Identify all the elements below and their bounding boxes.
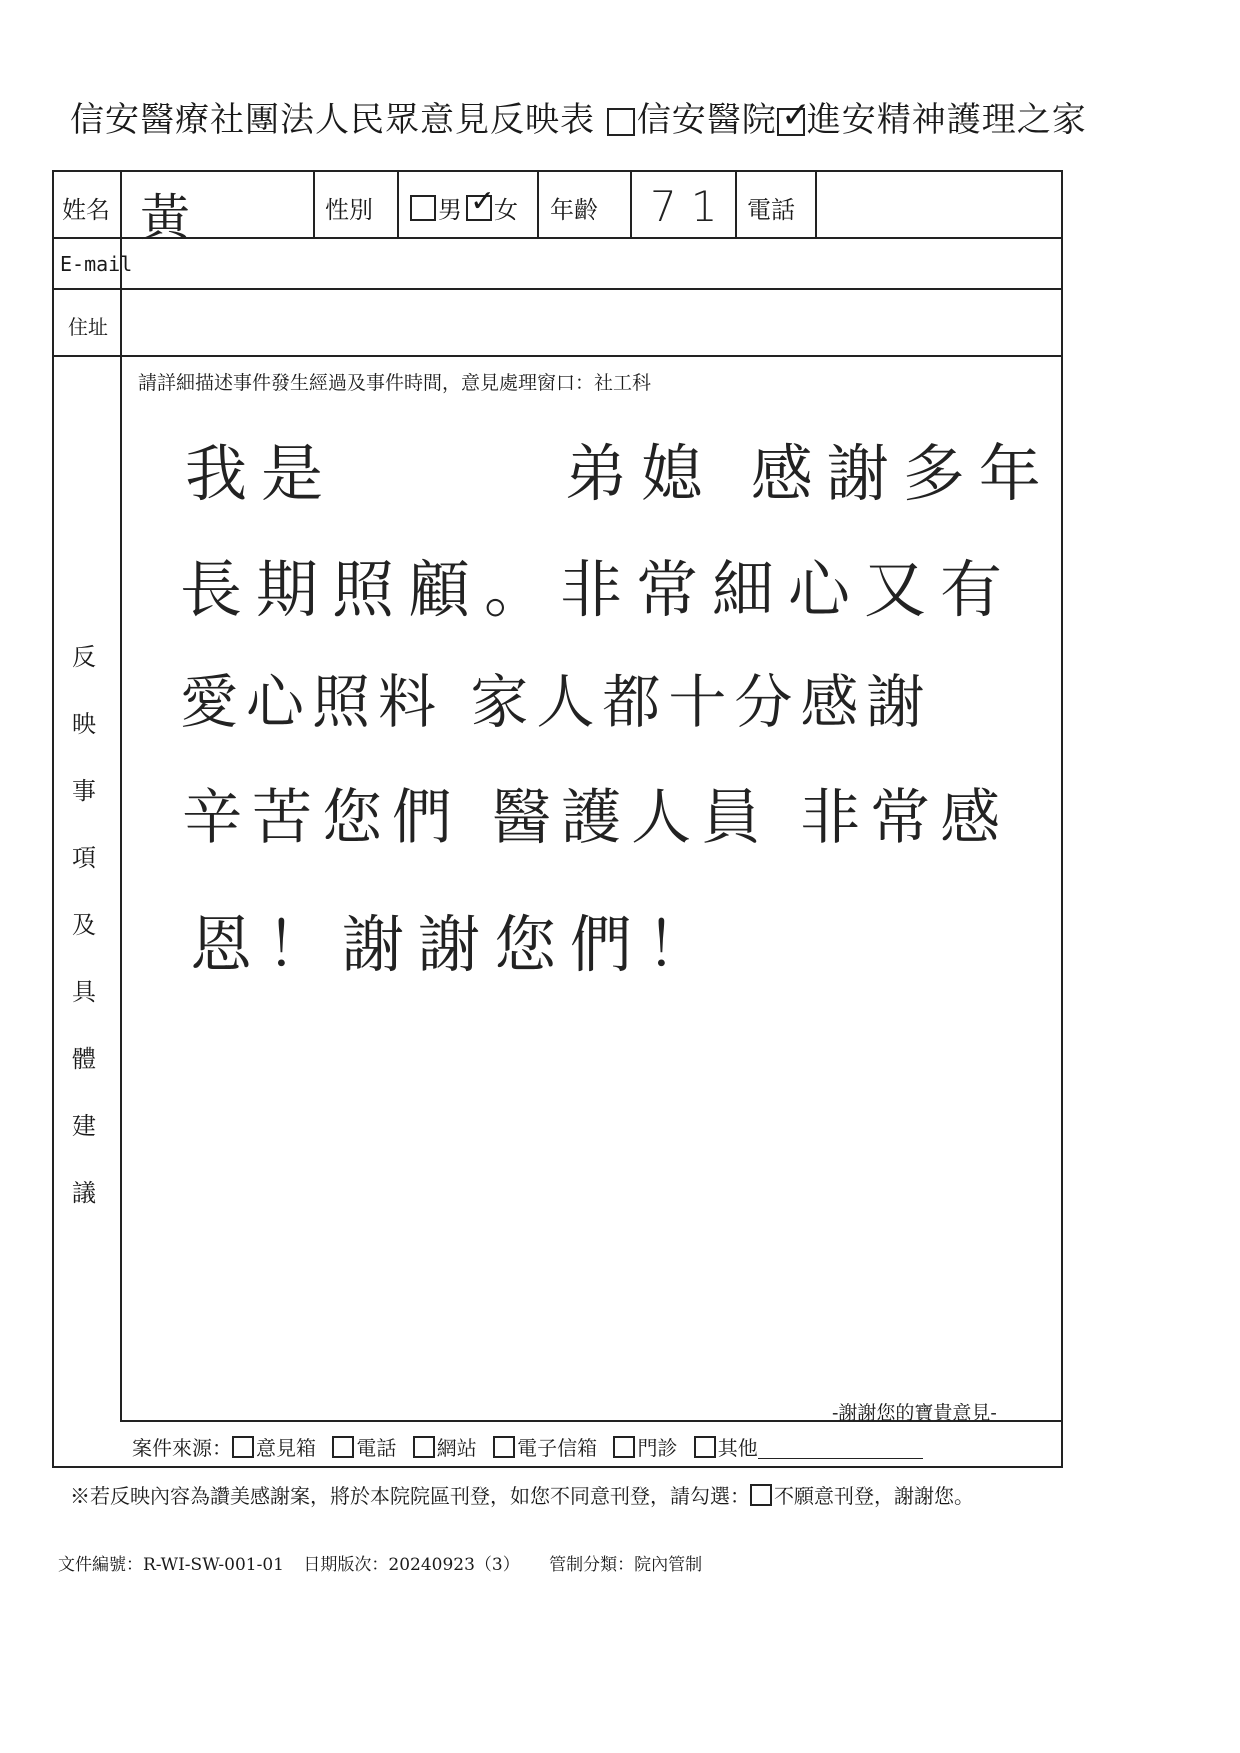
control-label: 管制分類：: [549, 1555, 635, 1575]
address-label: 住址: [68, 315, 108, 339]
case-source-label: 案件來源：: [132, 1436, 232, 1460]
age-label: 年齡: [550, 196, 598, 224]
age-value[interactable]: 71: [650, 182, 732, 231]
side-char: 及: [72, 911, 96, 939]
source-checkbox-phone[interactable]: [332, 1436, 354, 1458]
source-option: 電話: [356, 1436, 397, 1460]
source-checkbox-email[interactable]: [493, 1436, 515, 1458]
source-option: 其他: [717, 1436, 758, 1460]
source-checkbox-website[interactable]: [413, 1436, 435, 1458]
no-publish-label: 不願意刊登: [774, 1484, 874, 1508]
female-checkbox[interactable]: [466, 184, 496, 221]
nursing-home-option-label: 進安精神護理之家: [806, 100, 1087, 140]
source-option: 意見箱: [256, 1436, 316, 1460]
no-publish-checkbox[interactable]: [750, 1484, 772, 1506]
male-checkbox[interactable]: [410, 195, 436, 221]
check-mark-icon: ✓: [470, 184, 496, 219]
source-checkbox-clinic[interactable]: [613, 1436, 635, 1458]
side-char: 體: [72, 1045, 96, 1073]
document-info: [58, 1550, 702, 1575]
gender-options: [410, 184, 518, 225]
male-label: 男: [438, 196, 462, 224]
form-title: 信安醫療社團法人民眾意見反映表: [70, 100, 595, 140]
side-char: 反: [72, 643, 96, 671]
source-checkbox-other[interactable]: [694, 1436, 716, 1458]
source-option: 電子信箱: [517, 1436, 598, 1460]
side-char: 具: [72, 978, 96, 1006]
nursing-home-checkbox[interactable]: [777, 95, 812, 136]
source-checkbox-suggestion-box[interactable]: [232, 1436, 254, 1458]
side-char: 議: [72, 1179, 96, 1207]
name-label: 姓名: [62, 196, 110, 224]
handwritten-line: 愛心照料 家人都十分感謝: [180, 668, 933, 736]
check-mark-icon: ✓: [780, 95, 812, 136]
control-class: 院內管制: [634, 1555, 703, 1575]
doc-no: R-WI-SW-001-01: [143, 1555, 284, 1575]
thanks-footer: -謝謝您的寶貴意見-: [832, 1402, 997, 1424]
hospital-checkbox[interactable]: [607, 108, 635, 136]
email-label: E-mail: [60, 252, 133, 276]
notice-text: ※若反映內容為讚美感謝案，將於本院院區刊登，如您不同意刊登，請勾選：: [70, 1484, 750, 1508]
publish-notice: [70, 1480, 974, 1509]
source-option: 網站: [436, 1436, 477, 1460]
source-option: 門診: [637, 1436, 678, 1460]
handwritten-line: 我是 弟媳 感謝多年: [185, 437, 1055, 510]
notice-suffix: ，謝謝您。: [874, 1484, 974, 1508]
date-version: 20240923（3）: [388, 1555, 520, 1575]
handwritten-line: 辛苦您們 醫護人員 非常感: [182, 783, 1011, 853]
side-char: 建: [72, 1112, 96, 1140]
phone-label: 電話: [747, 196, 795, 224]
doc-no-label: 文件編號：: [58, 1555, 143, 1575]
feedback-instruction: 請詳細描述事件發生經過及事件時間，意見處理窗口：社工科: [138, 372, 652, 394]
form-header: [70, 92, 1087, 141]
hospital-option-label: 信安醫院: [636, 100, 777, 140]
female-label: 女: [494, 196, 518, 224]
gender-label: 性別: [325, 196, 373, 224]
side-char: 項: [72, 844, 96, 872]
handwritten-line: 長期照顧。非常細心又有: [180, 553, 1017, 626]
side-char: 映: [72, 710, 96, 738]
case-source-row: [132, 1432, 923, 1461]
side-char: 事: [72, 777, 96, 805]
other-underline[interactable]: [758, 1440, 923, 1459]
name-value[interactable]: 黃: [140, 189, 204, 247]
handwritten-line: 恩！謝謝您們！: [190, 908, 723, 981]
date-label: 日期版次：: [303, 1555, 389, 1575]
